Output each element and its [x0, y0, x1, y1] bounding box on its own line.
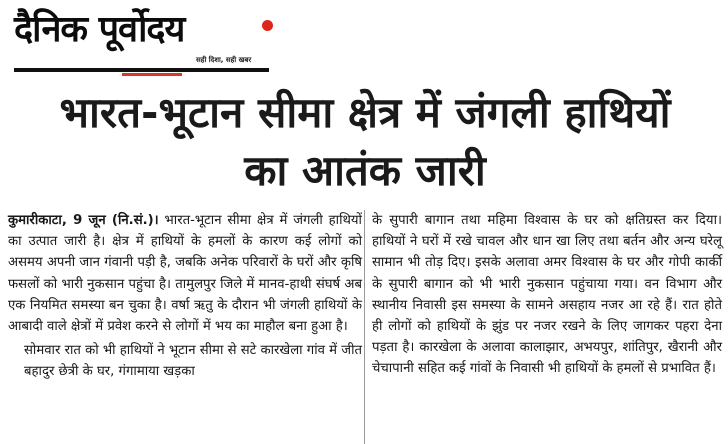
article-dateline: कुमारीकाटा, 9 जून (नि.सं.)। — [8, 213, 159, 228]
masthead-red-dot — [262, 20, 273, 31]
article-headline: भारत-भूटान सीमा क्षेत्र में जंगली हाथियों का आतंक जारी — [59, 88, 671, 195]
article-column-right — [372, 210, 722, 383]
article-paragraph-1-text: भारत-भूटान सीमा क्षेत्र में जंगली हाथियों का उत्पात जारी है। क्षेत्र में हाथियों के हमलों के कारण कई लोगों को असमय अपनी जान गंवानी पड़ी है, जबकि अनेक परिवारों के घरों और कृषि फसलों को भारी नुकसान पहुंचा है। तामुलपुर जिले में मानव-हाथी संघर्ष अब एक नियमित समस्या बन चुका है। वर्षा ऋतु के दौरान भी जंगली हाथियों के आबादी वाले क्षेत्रों में प्रवेश करने से लोगों में भय का माहौल बना हुआ है। — [8, 213, 362, 335]
newspaper-tagline: सही दिशा, सही खबर — [196, 56, 252, 64]
article-paragraph-1 — [8, 210, 362, 337]
newspaper-masthead — [10, 8, 275, 74]
masthead-red-rule — [122, 73, 182, 76]
article-column-left — [8, 210, 362, 386]
article-paragraph-3: के सुपारी बागान तथा महिमा विश्वास के घर को क्षतिग्रस्त कर दिया। हाथियों ने घरों में रखे चावल और धान खा लिए तथा बर्तन और अन्य घरेलू सामान भी तोड़ दिए। इसके अलावा अमर विश्वास के घर और गोपी कार्की के सुपारी बागान को भी भारी नुकसान पहुंचाया गया। वन विभाग और स्थानीय निवासी इस समस्या के सामने असहाय नजर आ रहे हैं। रात होते ही लोगों को हाथियों के झुंड पर नजर रखने के लिए जागकर पहरा देना पड़ता है। कारखेला के अलावा कालाझार, अभयपुर, शांतिपुर, खैरानी और चेचापानी सहित कई गांवों के निवासी भी हाथियों के हमलों से प्रभावित हैं। — [372, 213, 722, 377]
column-divider — [364, 210, 365, 444]
newspaper-name: दैनिक पूर्वोदय — [14, 9, 185, 50]
masthead-rule — [14, 68, 269, 72]
article-paragraph-2: सोमवार रात को भी हाथियों ने भूटान सीमा से सटे कारखेला गांव में जीत बहादुर छेत्री के घर, गंगामाया खड़का — [24, 343, 362, 380]
